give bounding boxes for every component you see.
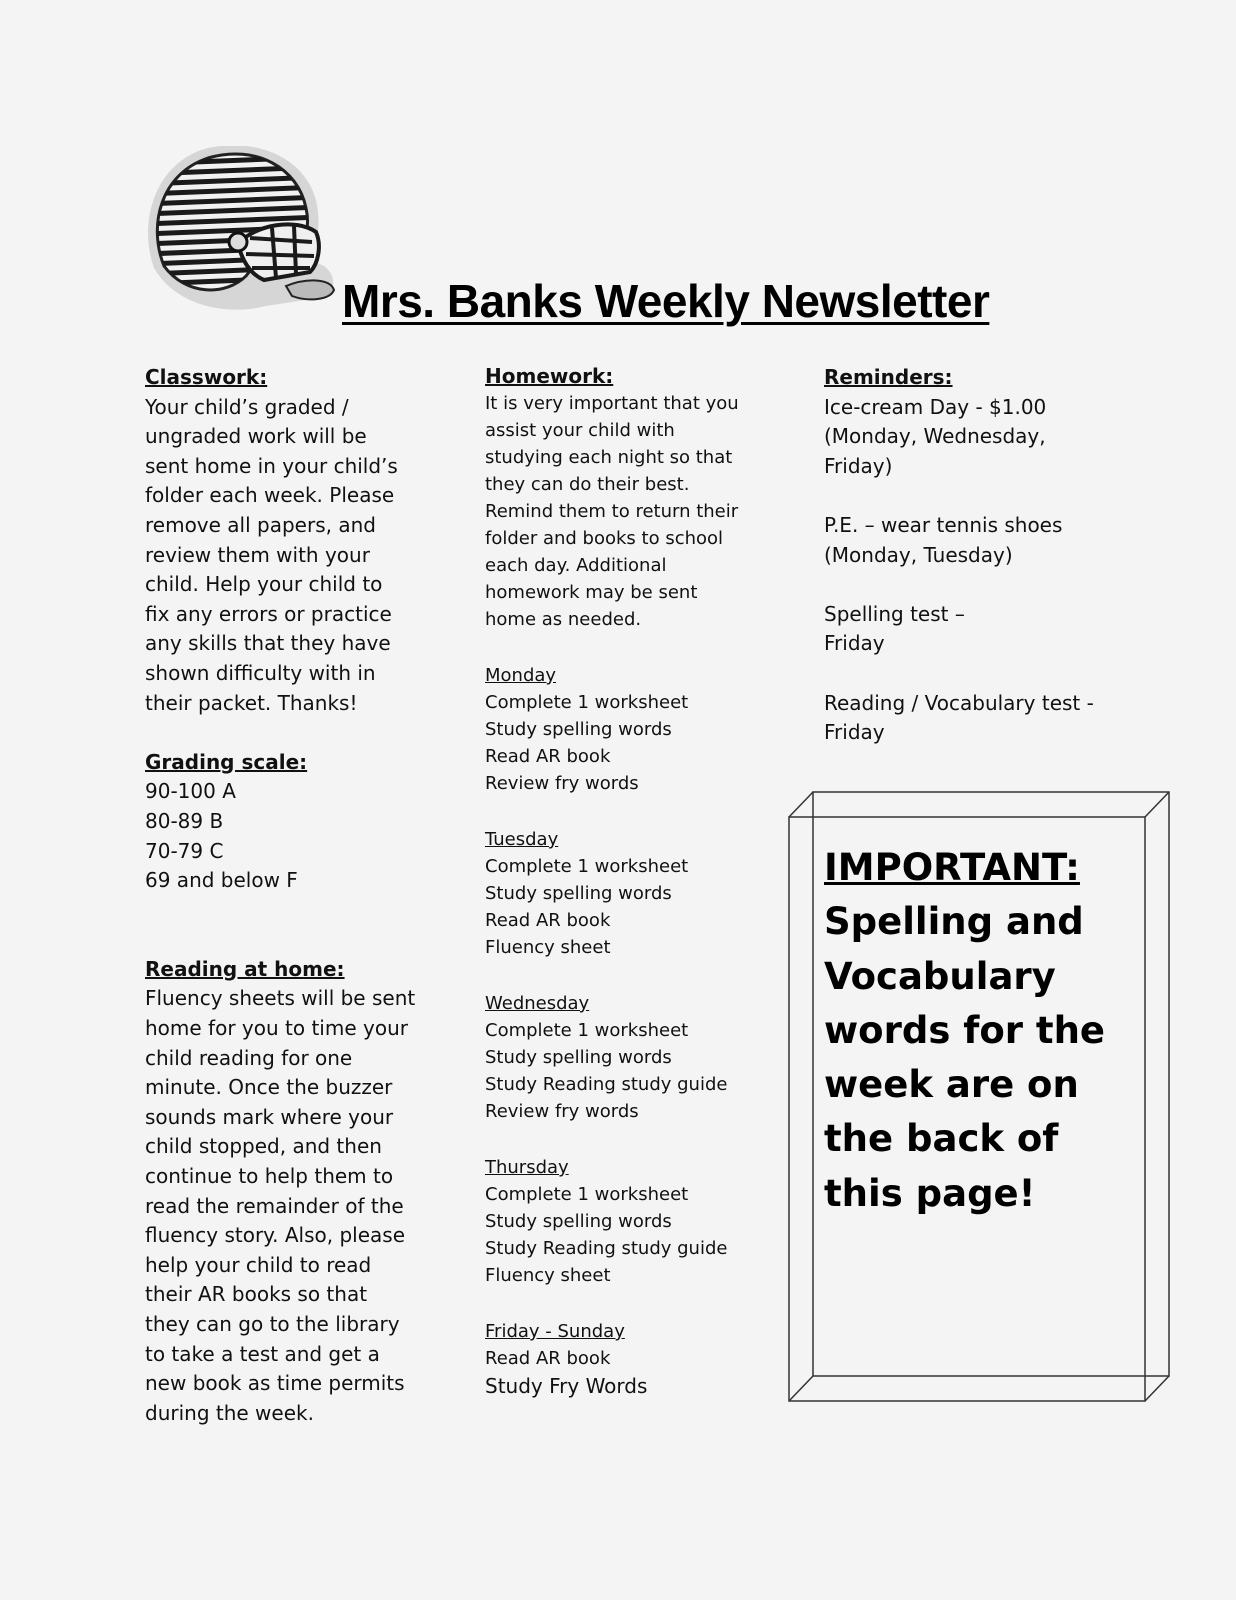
- grading-item: 90-100 A: [145, 779, 236, 804]
- classwork-text: Your child’s graded / ungraded work will be sent home in your child’s folder each week. Please remove all papers, and review them with your child. Help your child to fix any errors or practice any skills that they have shown difficulty with in their packet. Thanks!: [145, 394, 398, 715]
- task-item: Complete 1 worksheet: [485, 1184, 689, 1205]
- task-item: Fluency sheet: [485, 1265, 611, 1286]
- classwork-heading: Classwork:: [145, 365, 268, 389]
- grading-heading: Grading scale:: [145, 749, 308, 774]
- task-item: Study spelling words: [485, 1211, 672, 1232]
- task-item: Study Reading study guide: [485, 1074, 728, 1095]
- grading-item: 70-79 C: [145, 838, 224, 863]
- task-item: Study spelling words: [485, 1047, 672, 1068]
- middle-column: [485, 363, 785, 1401]
- reminder-item: P.E. – wear tennis shoes (Monday, Tuesday): [824, 512, 1063, 567]
- task-item: Study Fry Words: [485, 1374, 648, 1398]
- page-title: Mrs. Banks Weekly Newsletter: [342, 275, 990, 327]
- reading-text: Fluency sheets will be sent home for you to time your child reading for one minute. Once the buzzer sounds mark where your child stopped, and then continue to help them to read the remainder of the fluency story. Also, please help your child to read their AR books so that they can go to the library to take a test and get a new book as time permits during the week.: [145, 986, 416, 1425]
- important-box: [788, 791, 1170, 1403]
- task-item: Complete 1 worksheet: [485, 856, 689, 877]
- football-helmet-icon: [146, 146, 346, 316]
- grading-item: 69 and below F: [145, 868, 298, 893]
- task-item: Read AR book: [485, 746, 611, 767]
- day-heading-wednesday: Wednesday: [485, 993, 590, 1014]
- task-item: Study spelling words: [485, 719, 672, 740]
- reminder-item: Spelling test – Friday: [824, 601, 965, 656]
- grading-item: 80-89 B: [145, 808, 224, 833]
- task-item: Review fry words: [485, 1101, 639, 1122]
- reminders-heading: Reminders:: [824, 365, 953, 389]
- reminder-item: Reading / Vocabulary test - Friday: [824, 690, 1094, 745]
- task-item: Study spelling words: [485, 883, 672, 904]
- day-heading-tuesday: Tuesday: [485, 829, 559, 850]
- reminder-item: Ice-cream Day - $1.00 (Monday, Wednesday, Friday): [824, 394, 1047, 478]
- task-item: Read AR book: [485, 1348, 611, 1369]
- task-item: Read AR book: [485, 910, 611, 931]
- left-column: [145, 363, 435, 1428]
- task-item: Study Reading study guide: [485, 1238, 728, 1259]
- right-column: [824, 363, 1124, 748]
- task-item: Fluency sheet: [485, 937, 611, 958]
- important-text: Spelling and Vocabulary words for the week are on the back of this page!: [824, 900, 1106, 1215]
- homework-heading: Homework:: [485, 364, 614, 388]
- day-heading-friday-sunday: Friday - Sunday: [485, 1321, 625, 1342]
- task-item: Review fry words: [485, 773, 639, 794]
- reading-heading: Reading at home:: [145, 956, 345, 981]
- task-item: Complete 1 worksheet: [485, 692, 689, 713]
- important-heading: IMPORTANT:: [824, 846, 1080, 889]
- day-heading-monday: Monday: [485, 665, 557, 686]
- task-item: Complete 1 worksheet: [485, 1020, 689, 1041]
- homework-text: It is very important that you assist your child with studying each night so that they can do their best. Remind them to return their folder and books to school each day. Additional homework may be sent home as needed.: [485, 393, 739, 630]
- day-heading-thursday: Thursday: [485, 1157, 569, 1178]
